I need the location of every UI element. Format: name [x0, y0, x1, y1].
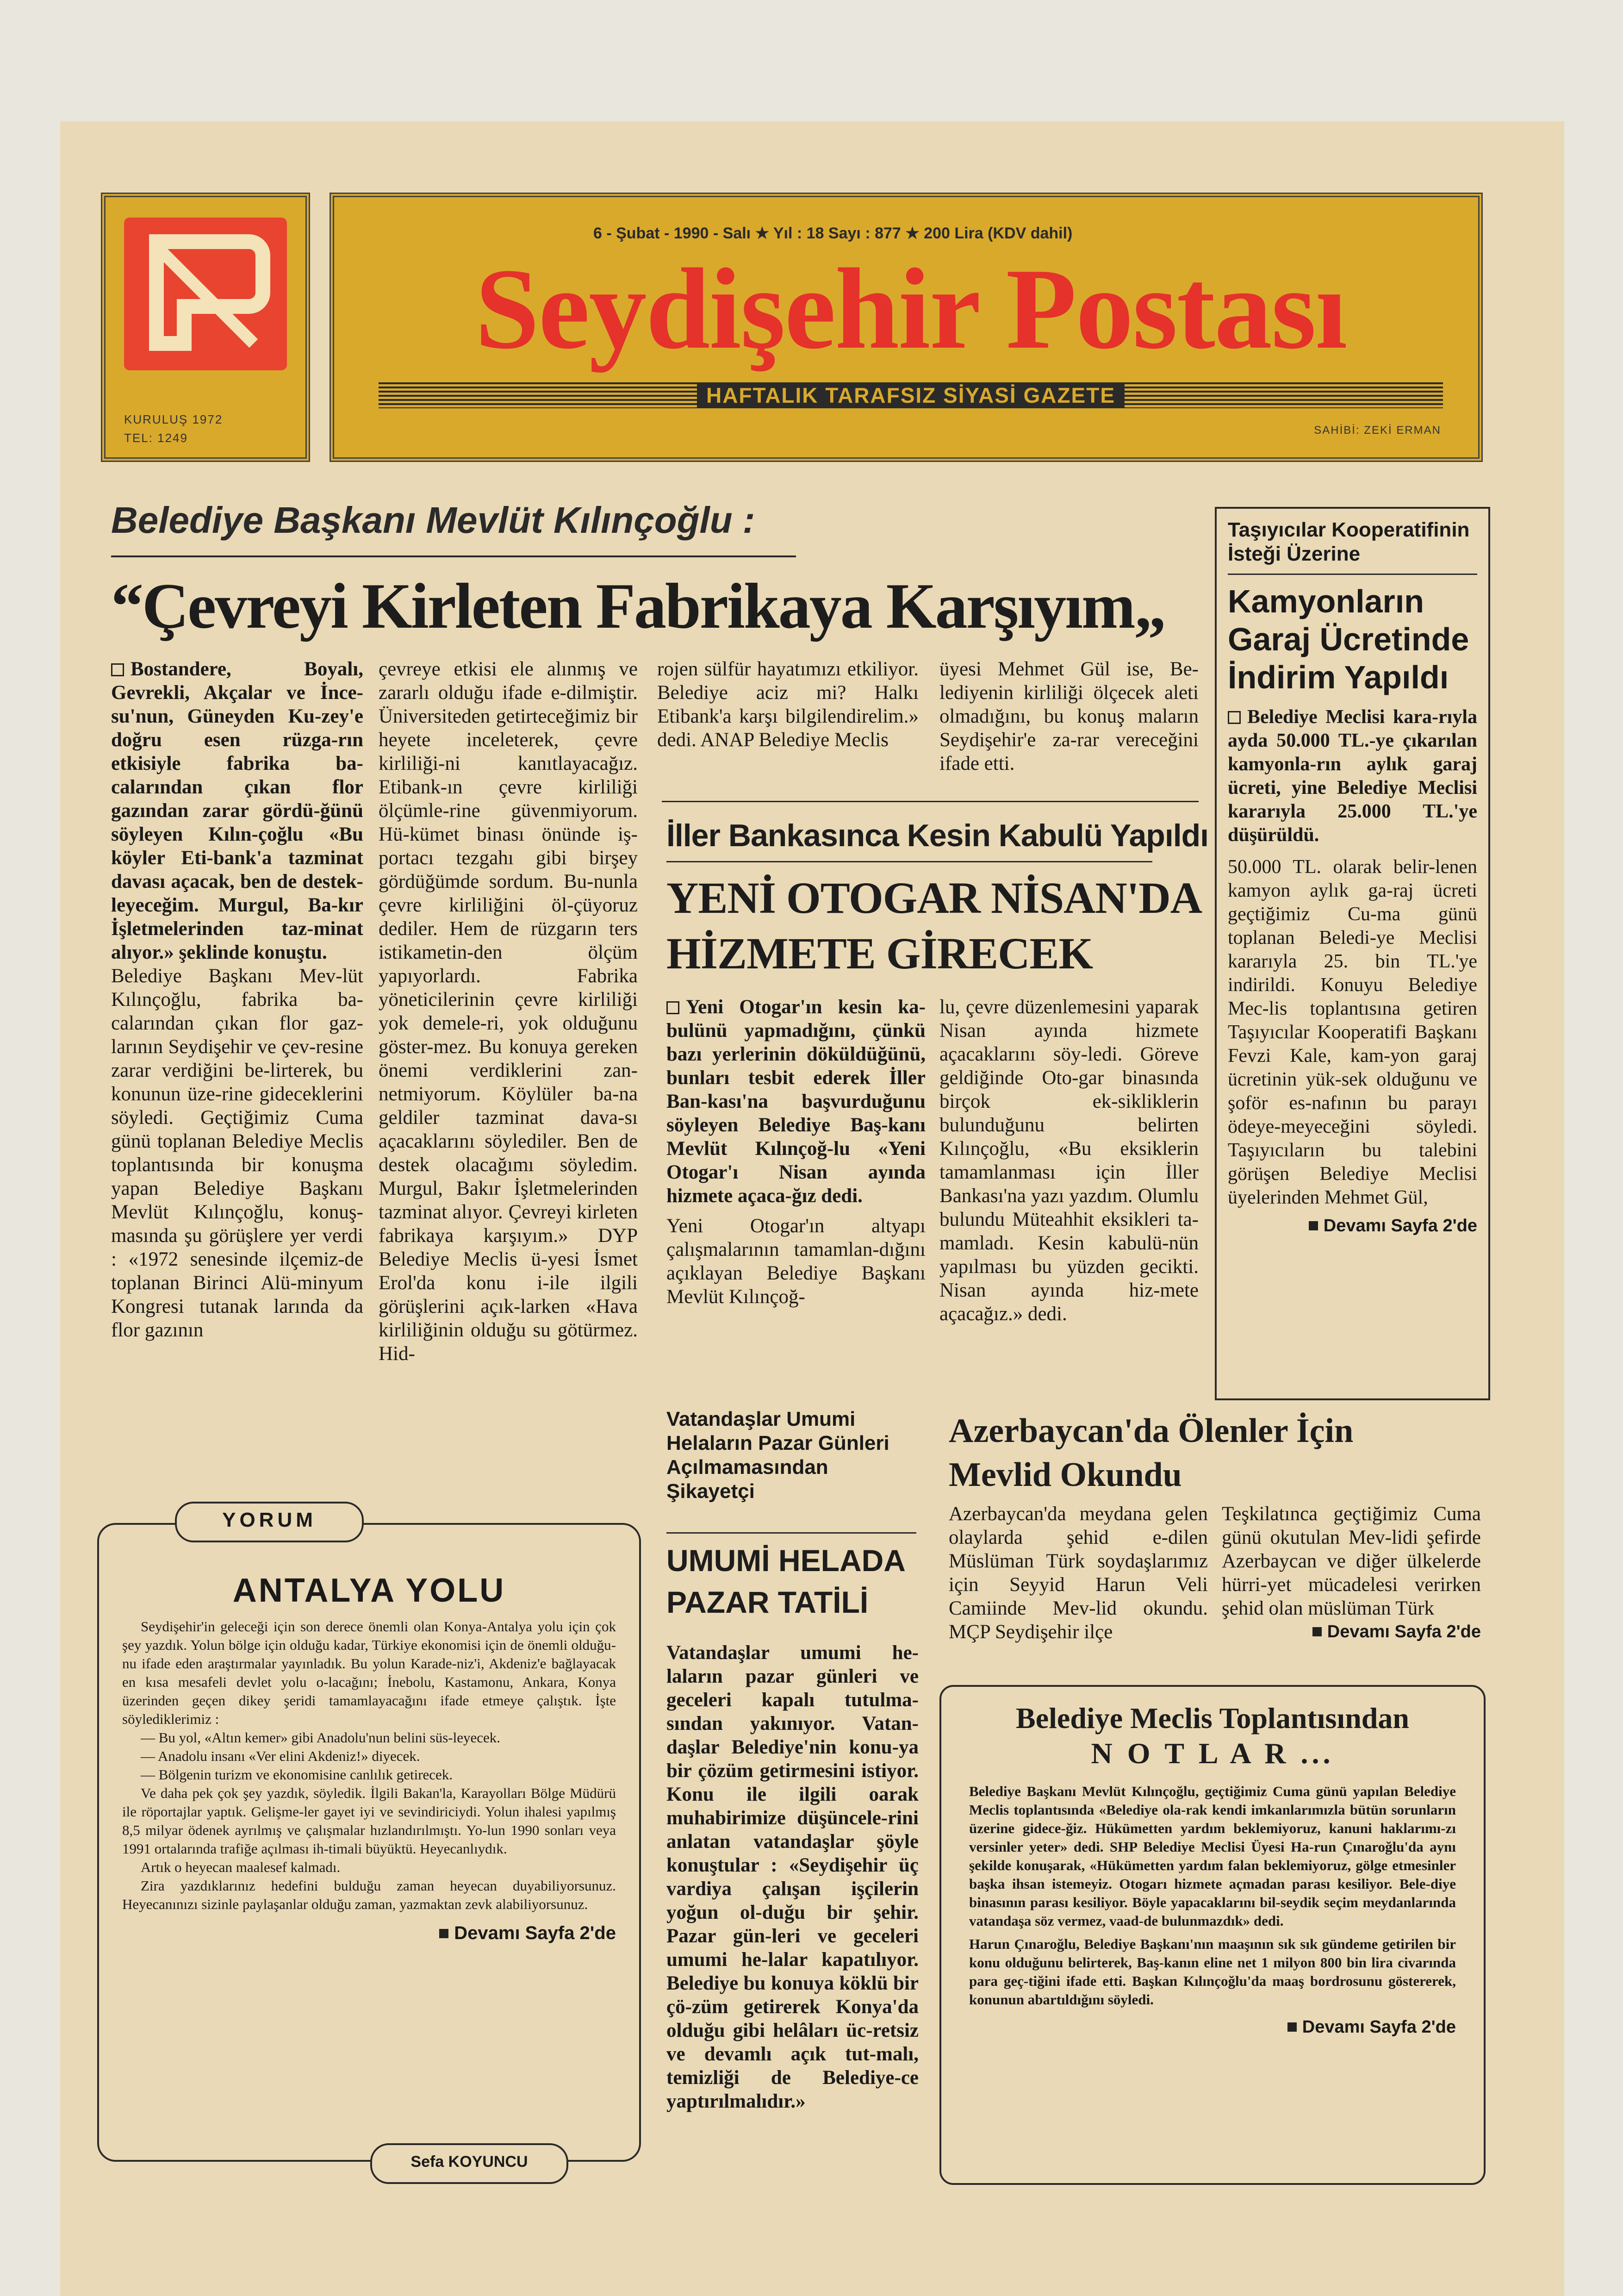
main-col-4-body: üyesi Mehmet Gül ise, Be-lediyenin kirliliği ölçecek aleti olmadığını, bu konuş maların Seydişehir'e za-rar vereceğini ifade etti. — [939, 658, 1199, 774]
kamyon-box — [1215, 507, 1490, 1400]
kamyon-lead-text: Belediye Meclisi kara-rıyla ayda 50.000 TL.-ye çıkarılan kamyonla-rın aylık garaj ücreti, yine Belediye Meclisi kararıyla 25.000 TL.'ye düşürüldü. — [1228, 706, 1477, 846]
newspaper-subtitle: HAFTALIK TARAFSIZ SİYASİ GAZETE — [697, 382, 1125, 408]
main-col-1 — [111, 657, 363, 1342]
main-headline: “Çevreyi Kirleten Fabrikaya Karşıyım„ — [111, 570, 1165, 642]
owner-label: SAHİBİ: ZEKİ ERMAN — [1314, 424, 1441, 437]
main-kicker: Belediye Başkanı Mevlüt Kılınçoğlu : — [111, 499, 755, 541]
tuvalet-headline-2: PAZAR TATİLİ — [666, 1585, 869, 1619]
square-bullet-icon — [1287, 2022, 1297, 2032]
logo-meta — [124, 410, 223, 447]
main-col-1-body: Belediye Başkanı Mev-lüt Kılınçoğlu, fabrika ba-calarından çıkan flor gaz-larının Seydişehir ve çev-resine zarar verdiğini be-lirterek, bu konunun üze-rine gideceklerini söyledi. Geçtiğimiz Cuma günü toplanan Belediye Meclis toplantısında bir konuşma yapan Belediye Başkanı Mevlüt Kılınçoğlu, konuş-masında şu görüşlere yer verdi : «1972 senesinde ilçemiz-de toplanan Birinci Alü-minyum Kongresi tutanak larında da flor gazının — [111, 965, 363, 1341]
otogar-headline-2: HİZMETE GİRECEK — [666, 929, 1093, 978]
azerbaycan-headline-2: Mevlid Okundu — [949, 1456, 1182, 1494]
otogar-lead — [666, 995, 926, 1208]
newspaper-title: Seydişehir Postası — [475, 245, 1347, 373]
main-col-2-body: çevreye etkisi ele alınmış ve zararlı olduğu ifade e-dilmiştir. Üniversiteden getirteceğimiz bir heyete inceleterek, çevre kirliliği-ni kanıtlayacağız. Etibank-ın çevre kirliliği ölçümle-rine güvenmiyorum. Hü-kümet binası önünde iş-portacı tezgahı gibi birşey gördüğümde sordum. Bu-nunla çevre kirliliğini öl-çüyoruz dediler. Hem de rüzgarın ters istikametin-den ölçüm yapıyorlardı. Fabrika yöneticilerinin çevre kirliliği yok demele-ri, yok olduğunu göster-mez. Bu konuya gereken önemi verdiklerini zan-netmiyorum. Köylüler ba-na geldiler tazminat dava-sı açacaklarını söylediler. Ben de destek olacağımı söyledim. Murgul, Bakır İşletmelerinden tazminat alıyor. Çevreyi kirleten fabrikaya karşıyım.» DYP Belediye Meclis ü-yesi İsmet Erol'da konu i-ile ilgili görüşlerini açık-larken «Hava kirliliğinin olduğu su götürmez. Hid- — [379, 658, 638, 1365]
masthead — [330, 193, 1483, 462]
tuvalet-col — [666, 1641, 919, 2113]
issue-line: 6 - Şubat - 1990 - Salı ★ Yıl : 18 Sayı : 877 ★ 200 Lira (KDV dahil) — [593, 225, 1073, 242]
subtitle-strip — [379, 382, 1443, 408]
yorum-p5: Ve daha pek çok şey yazdık, söyledik. İlgili Bakan'la, Karayolları Bölge Müdürü ile röportajlar yaptık. Gelişme-ler gayet iyi ve sevindiriciydi. Yolun ihalesi yapılmış 8,5 milyar ödenek ayrılmış ve çalışmalar hızlandırılmıştı. Yo-lun 1990 sonları veya 1991 ortalarında trafiğe açılması ih-timali büyüktü. Heyecanlıydık. — [122, 1785, 616, 1857]
kamyon-devam-text: Devamı Sayfa 2'de — [1323, 1216, 1477, 1235]
azerbaycan-col-2-body: Teşkilatınca geçtiğimiz Cuma günü okutulan Mev-lidi şefirde Azerbaycan ve diğer ülkelerde hürri-yet mücadelesi verirken şehid olan müslüman Türk — [1222, 1503, 1481, 1619]
yorum-p2: — Bu yol, «Altın kemer» gibi Anadolu'nun belini süs-leyecek. — [141, 1729, 501, 1746]
square-bullet-icon — [1228, 711, 1241, 724]
notlar-devam — [969, 2017, 1456, 2037]
main-col-3-body: rojen sülfür hayatımızı etkiliyor. Belediye aciz mi? Halkı Etibank'a karşı bilgilendirelim.» dedi. ANAP Belediye Meclis — [657, 658, 919, 751]
azerbaycan-col-1 — [949, 1502, 1208, 1644]
yorum-devam — [122, 1923, 616, 1944]
section-rule — [662, 801, 1199, 802]
kicker-rule — [111, 555, 796, 557]
logo-s-mark-icon — [138, 228, 272, 360]
kamyon-lead — [1228, 705, 1477, 847]
notlar-box — [939, 1685, 1486, 2185]
tuvalet-headline-1: UMUMİ HELADA — [666, 1543, 906, 1578]
yorum-devam-text: Devamı Sayfa 2'de — [454, 1923, 616, 1943]
yorum-author: Sefa KOYUNCU — [370, 2143, 568, 2184]
square-bullet-icon — [439, 1929, 448, 1938]
notlar-headline-1: Belediye Meclis Toplantısından — [1016, 1702, 1409, 1734]
square-bullet-icon — [1309, 1221, 1318, 1230]
notlar-p2: Harun Çınaroğlu, Belediye Başkanı'nın maaşının sık sık gündeme getirilen bir konu olduğunu belirterek, Baş-kanın eline net 1 milyon 800 bin lira civarında para geç-tiğini ifade etti. Başkan Kılınçoğlu'da maaş bordrosunu göstererek, konunun abartıldığını söyledi. — [969, 1936, 1456, 2008]
yorum-p3: — Anadolu insanı «Ver elini Akdeniz!» diyecek. — [141, 1748, 420, 1764]
iller-bankasi-headline: İller Bankasınca Kesin Kabulü Yapıldı — [666, 818, 1209, 853]
tel-label: TEL: 1249 — [124, 431, 188, 445]
azerbaycan-devam — [1222, 1620, 1481, 1644]
azerbaycan-devam-text: Devamı Sayfa 2'de — [1327, 1622, 1481, 1641]
yorum-p6: Artık o heyecan maalesef kalmadı. — [141, 1859, 341, 1875]
yorum-tag: YORUM — [175, 1502, 364, 1542]
otogar-lead-text: Yeni Otogar'ın kesin ka-bulünü yapmadığını, çünkü bazı yerlerinin döküldüğünü, bunları tesbit ederek İller Ban-kası'na başvurduğunu söyleyen Belediye Baş-kanı Mevlüt Kılınçoğ-lu «Yeni Otogar'ı Nisan ayında hizmete açaca-ğız dedi. — [666, 996, 926, 1207]
iller-rule — [666, 861, 1152, 862]
tuvalet-rule — [666, 1532, 916, 1534]
yorum-p7: Zira yazdıklarınız hedefini bulduğu zaman heyecan duyabiliyorsunuz. Heyecanınızı sizinle paylaşanlar olduğu zaman, yazmaktan zevk alabiliyorsunuz. — [122, 1878, 616, 1912]
yorum-box — [97, 1523, 641, 2162]
main-lead-text: Bostandere, Boyalı, Gevrekli, Akçalar ve İnce-su'nun, Güneyden Ku-zey'e doğru esen rüzga-rın etkisiyle fabrika ba-calarından çıkan flor gazından zarar gördü-ğünü söyleyen Kılın-çoğlu «Bu köyler Eti-bank'a tazminat davası açacak, ben de destek-leyeceğim. Murgul, Ba-kır İşletmelerinden taz-minat alıyor.» şeklinde konuştu. — [111, 658, 363, 963]
founded-label: KURULUŞ 1972 — [124, 412, 223, 426]
notlar-p1: Belediye Başkanı Mevlüt Kılınçoğlu, geçtiğimiz Cuma günü yapılan Belediye Meclis toplantısında «Belediye ola-rak kendi imkanlarımızla bütün sorunların üzerine gidece-ğiz. Hükümetten yardım beklemiyoruz, kanuni haklarımı-zı versinler yeter» dedi. SHP Belediye Meclisi Üyesi Ha-run Çınaroğlu'da aynı şekilde konuşarak, «Hükümetten yardım falan beklemiyoruz, gölge etmesinler başka ihsan istemeyiz. Otogarı hizmete açmadan parası kesiliyor. Bele-diye binasının parası kesiliyor. Böyle yapacaklarını bil-seydik seçim meydanlarında vatandaşa söz vermez, vaad-de bulunmazdık» dedi. — [969, 1783, 1456, 1929]
kamyon-rule — [1228, 574, 1477, 575]
square-bullet-icon — [1312, 1627, 1322, 1636]
tuvalet-body: Vatandaşlar umumi he-laların pazar günleri ve geceleri kapalı tutulma-sından yakınıyor. Vatan-daşlar Belediye'nin konu-ya bir çözüm getirmesini istiyor. Konu ile ilgili oarak muhabirimize düşüncele-rini anlatan vatandaşlar şöyle konuştular : «Seydişehir üç vardiya çalışan işçilerin yoğun ol-duğu bir şehir. Pazar gün-leri ve geceleri umumi he-lalar kapatılıyor. Belediye bu konuya köklü bir çö-züm getirerek Konya'da olduğu gibi helâları üc-retsiz ve devamlı açık tut-malı, temizliği de Belediye-ce yaptırılmalıdır.» — [666, 1642, 919, 2112]
masthead-logo-panel — [101, 193, 310, 462]
otogar-col-2-body: lu, çevre düzenlemesini yaparak Nisan ayında hizmete açacaklarını söy-ledi. Göreve geldiğinde Oto-gar binasında birçok ek-sikliklerin bulunduğunu belirten Kılınçoğlu, «Bu eksiklerin tamamlanması için İller Bankası'na yazı yazdım. Olumlu bulundu Müteahhit eksikleri ta-mamladı. Kesin kabulü-nün yapılması bu yüzden gecikti. Nisan ayında hiz-mete açacağız.» dedi. — [939, 996, 1199, 1325]
notlar-headline-2: N O T L A R ... — [1091, 1737, 1334, 1770]
kamyon-devam — [1228, 1216, 1477, 1236]
square-bullet-icon — [111, 663, 124, 676]
tuvalet-kicker: Vatandaşlar Umumi Helaların Pazar Günleri Açılmamasından Şikayetçi — [666, 1408, 889, 1503]
kamyon-headline: Kamyonların Garaj Ücretinde İndirim Yapıldı — [1228, 583, 1469, 695]
yorum-p4: — Bölgenin turizm ve ekonomisine canlılık getirecek. — [141, 1766, 453, 1783]
otogar-headline-1: YENİ OTOGAR NİSAN'DA — [666, 873, 1202, 923]
otogar-col-1-body: Yeni Otogar'ın altyapı çalışmalarının tamamlan-dığını açıklayan Belediye Başkanı Mevlüt Kılınçoğ- — [666, 1215, 926, 1308]
notlar-devam-text: Devamı Sayfa 2'de — [1302, 2017, 1456, 2037]
otogar-col-2 — [939, 995, 1199, 1326]
main-col-3 — [657, 657, 919, 752]
kamyon-kicker: Taşıyıcılar Kooperatifinin İsteği Üzerine — [1228, 518, 1470, 565]
yorum-p1: Seydişehir'in geleceği için son derece önemli olan Konya-Antalya yolu için çok şey yazdık. Yolun bölge için olduğu kadar, Türkiye ekonomisi için de önemli olduğu-nu ifade eden araştırmalar yayınladık. Bu yolun Karade-niz'i, Akdeniz'e bağlayacak en kısa mesafeli devlet yolu o-lacağını; İnebolu, Kastamonu, Ankara, Konya üzerinden geçen dikey şeridi tamamlayacağını ifade etmeye çalıştık. İşte söylediklerimiz : — [122, 1618, 616, 1727]
square-bullet-icon — [666, 1001, 679, 1014]
kamyon-body: 50.000 TL. olarak belir-lenen kamyon aylık ga-raj ücreti geçtiğimiz Cu-ma günü toplanan Beledi-ye Meclisi kararıyla 25. bin TL.'ye indirildi. Konuyu Belediye Mec-lis toplantısına getiren Taşıyıcılar Kooperatifi Başkanı Fevzi Kale, kam-yon garaj ücretinin yük-sek olduğunu ve şoför es-nafının bu parayı ödeye-meyeceğini söyledi. Taşıyıcıların bu talebini görüşen Belediye Meclisi üyelerinden Mehmet Gül, — [1228, 856, 1477, 1208]
azerbaycan-col-2 — [1222, 1502, 1481, 1644]
yorum-headline: ANTALYA YOLU — [232, 1572, 506, 1609]
otogar-col-1 — [666, 995, 926, 1309]
main-col-2 — [379, 657, 638, 1366]
main-lead — [111, 657, 363, 964]
azerbaycan-col-1-body: Azerbaycan'da meydana gelen olaylarda şehid e-dilen Müslüman Türk soydaşlarımız için Seyyid Harun Veli Camiinde Mev-lid okundu. MÇP Seydişehir ilçe — [949, 1503, 1208, 1643]
newspaper-logo — [124, 218, 287, 370]
main-col-4 — [939, 657, 1199, 775]
azerbaycan-headline-1: Azerbaycan'da Ölenler İçin — [949, 1412, 1354, 1450]
